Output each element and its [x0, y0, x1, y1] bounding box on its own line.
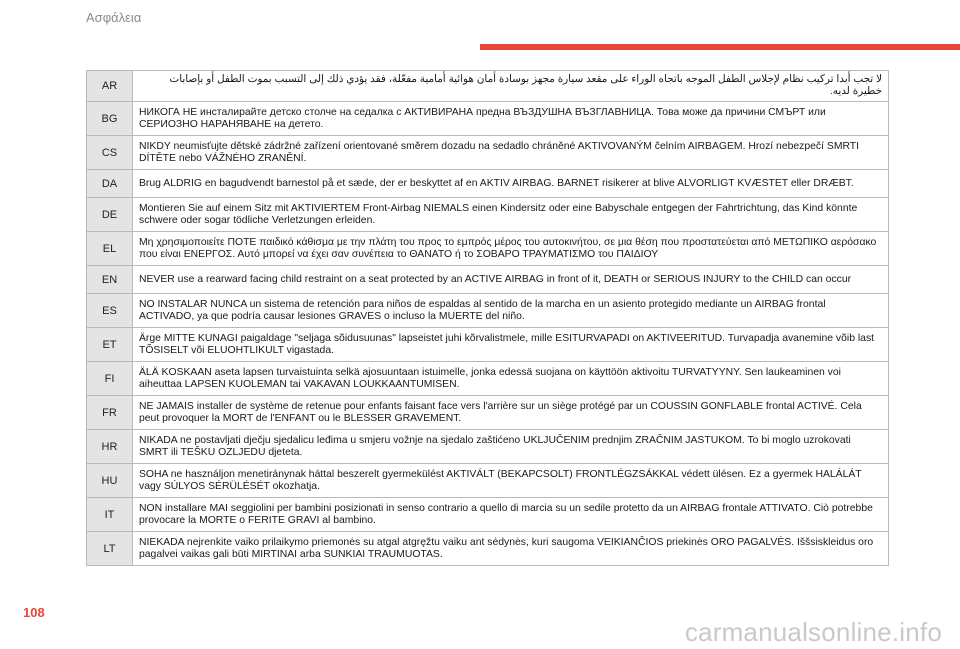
language-code: CS	[87, 136, 133, 170]
table-row	[87, 71, 889, 102]
warning-text: Μη χρησιμοποιείτε ΠΟΤΕ παιδικό κάθισμα με την πλάτη του προς το εμπρός μέρος του αυτοκινήτου, σε μια θέση που προστατεύεται από ΜΕΤΩΠΙΚΟ αερόσακο που είναι ΕΝΕΡΓΟΣ. Αυτό μπορεί να έχει σαν συνέπεια το ΘΑΝΑΤΟ ή το ΣΟΒΑΡΟ ΤΡΑΥΜΑΤΙΣΜΟ του ΠΑΙΔΙΟΥ	[133, 232, 889, 266]
table-row	[87, 396, 889, 430]
table-row	[87, 232, 889, 266]
table-row	[87, 328, 889, 362]
warning-text: NEVER use a rearward facing child restraint on a seat protected by an ACTIVE AIRBAG in front of it, DEATH or SERIOUS INJURY to the CHILD can occur	[133, 266, 889, 294]
language-code: BG	[87, 102, 133, 136]
language-code: HR	[87, 430, 133, 464]
warning-text: NE JAMAIS installer de système de retenue pour enfants faisant face vers l'arrière sur un siège protégé par un COUSSIN GONFLABLE frontal ACTIVÉ. Cela peut provoquer la MORT de l'ENFANT ou le BLESSER GRAVEMENT.	[133, 396, 889, 430]
warning-text: NIKADA ne postavljati dječju sjedalicu leđima u smjeru vožnje na sjedalo zaštićeno UKLJUČENIM prednjim ZRAČNIM JASTUKOM. To bi moglo uzrokovati SMRT ili TEŠKU OZLJEDU djeteta.	[133, 430, 889, 464]
warning-text: Montieren Sie auf einem Sitz mit AKTIVIERTEM Front-Airbag NIEMALS einen Kindersitz oder eine Babyschale entgegen der Fahrtrichtung, das Kind könnte schwere oder sogar tödliche Verletzungen erleiden.	[133, 198, 889, 232]
table-row	[87, 498, 889, 532]
table-row	[87, 266, 889, 294]
language-code: AR	[87, 71, 133, 102]
table-row	[87, 136, 889, 170]
language-code: FI	[87, 362, 133, 396]
table-row	[87, 430, 889, 464]
language-code: HU	[87, 464, 133, 498]
language-code: DA	[87, 170, 133, 198]
warning-text: NIEKADA nejrenkite vaiko prilaikymo priemonės su atgal atgręžtu vaiku ant sėdynės, kuri saugoma VEIKIANČIOS priekinės ORO PAGALVĖS. Iššsiskleidus oro pagalvei vaikas gali būti MIRTINAI arba SUNKIAI TRAUMUOTAS.	[133, 532, 889, 566]
warning-text: SOHA ne használjon menetiránynak háttal beszerelt gyermekülést AKTIVÁLT (BEKAPCSOLT) FRONTLÉGZSÁKKAL védett ülésen. Ez a gyermek HALÁLÁT vagy SÚLYOS SÉRÜLÉSÉT okozhatja.	[133, 464, 889, 498]
language-code: FR	[87, 396, 133, 430]
language-code: ES	[87, 294, 133, 328]
language-code: EL	[87, 232, 133, 266]
page-number: 108	[23, 605, 45, 620]
language-code: LT	[87, 532, 133, 566]
language-code: EN	[87, 266, 133, 294]
table-row	[87, 102, 889, 136]
airbag-warning-table	[86, 70, 889, 566]
warning-text: Ärge MITTE KUNAGI paigaldage "seljaga sõidusuunas" lapseistet juhi kõrvalistmele, mille ESITURVAPADI on AKTIVEERITUD. Turvapadja avanemine võib last TÕSISELT või ELUOHTLIKULT vigastada.	[133, 328, 889, 362]
table-row	[87, 170, 889, 198]
table-row	[87, 464, 889, 498]
watermark: carmanualsonline.info	[684, 617, 942, 647]
warning-text: NIKDY neumisťujte dětské zádržné zařízení orientované směrem dozadu na sedadlo chráněné AKTIVOVANÝM čelním AIRBAGEM. Hrozí nebezpečí SMRTI DÍTĚTE nebo VÁŽNÉHO ZRANĚNÍ.	[133, 136, 889, 170]
table-row	[87, 362, 889, 396]
table-row	[87, 294, 889, 328]
language-code: IT	[87, 498, 133, 532]
warning-text: NO INSTALAR NUNCA un sistema de retención para niños de espaldas al sentido de la marcha en un asiento protegido mediante un AIRBAG frontal ACTIVADO, ya que podría causar lesiones GRAVES o incluso la MUERTE del niño.	[133, 294, 889, 328]
section-title: Ασφάλεια	[86, 10, 142, 25]
header-accent-bar	[480, 44, 960, 50]
warning-text: ÄLÄ KOSKAAN aseta lapsen turvaistuinta selkä ajosuuntaan istuimelle, jonka edessä suojana on käyttöön aktivoitu TURVATYYNY. Sen laukeaminen voi aiheuttaa LAPSEN KUOLEMAN tai VAKAVAN LOUKKAANTUMISEN.	[133, 362, 889, 396]
table-row	[87, 532, 889, 566]
warning-text: NON installare MAI seggiolini per bambini posizionati in senso contrario a quello di marcia su un sedile protetto da un AIRBAG frontale ATTIVATO. Ciò potrebbe provocare la MORTE o FERITE GRAVI al bambino.	[133, 498, 889, 532]
table-row	[87, 198, 889, 232]
warning-text: Brug ALDRIG en bagudvendt barnestol på et sæde, der er beskyttet af en AKTIV AIRBAG. BARNET risikerer at blive ALVORLIGT KVÆSTET eller DRÆBT.	[133, 170, 889, 198]
warning-text: لا تجب أبدا تركيب نظام لإجلاس الطفل الموجه باتجاه الوراء على مقعد سيارة مجهز بوسادة أمان هوائية أمامية مفعّلة، فقد يؤدي ذلك إلى التسبب بموت الطفل أو بإصابات خطيرة لديه.	[133, 71, 889, 102]
language-code: ET	[87, 328, 133, 362]
language-code: DE	[87, 198, 133, 232]
warning-text: НИКОГА НЕ инсталирайте детско столче на седалка с АКТИВИРАНА предна ВЪЗДУШНА ВЪЗГЛАВНИЦА. Това може да причини СМЪРТ или СЕРИОЗНО НАРАНЯВАНЕ на детето.	[133, 102, 889, 136]
